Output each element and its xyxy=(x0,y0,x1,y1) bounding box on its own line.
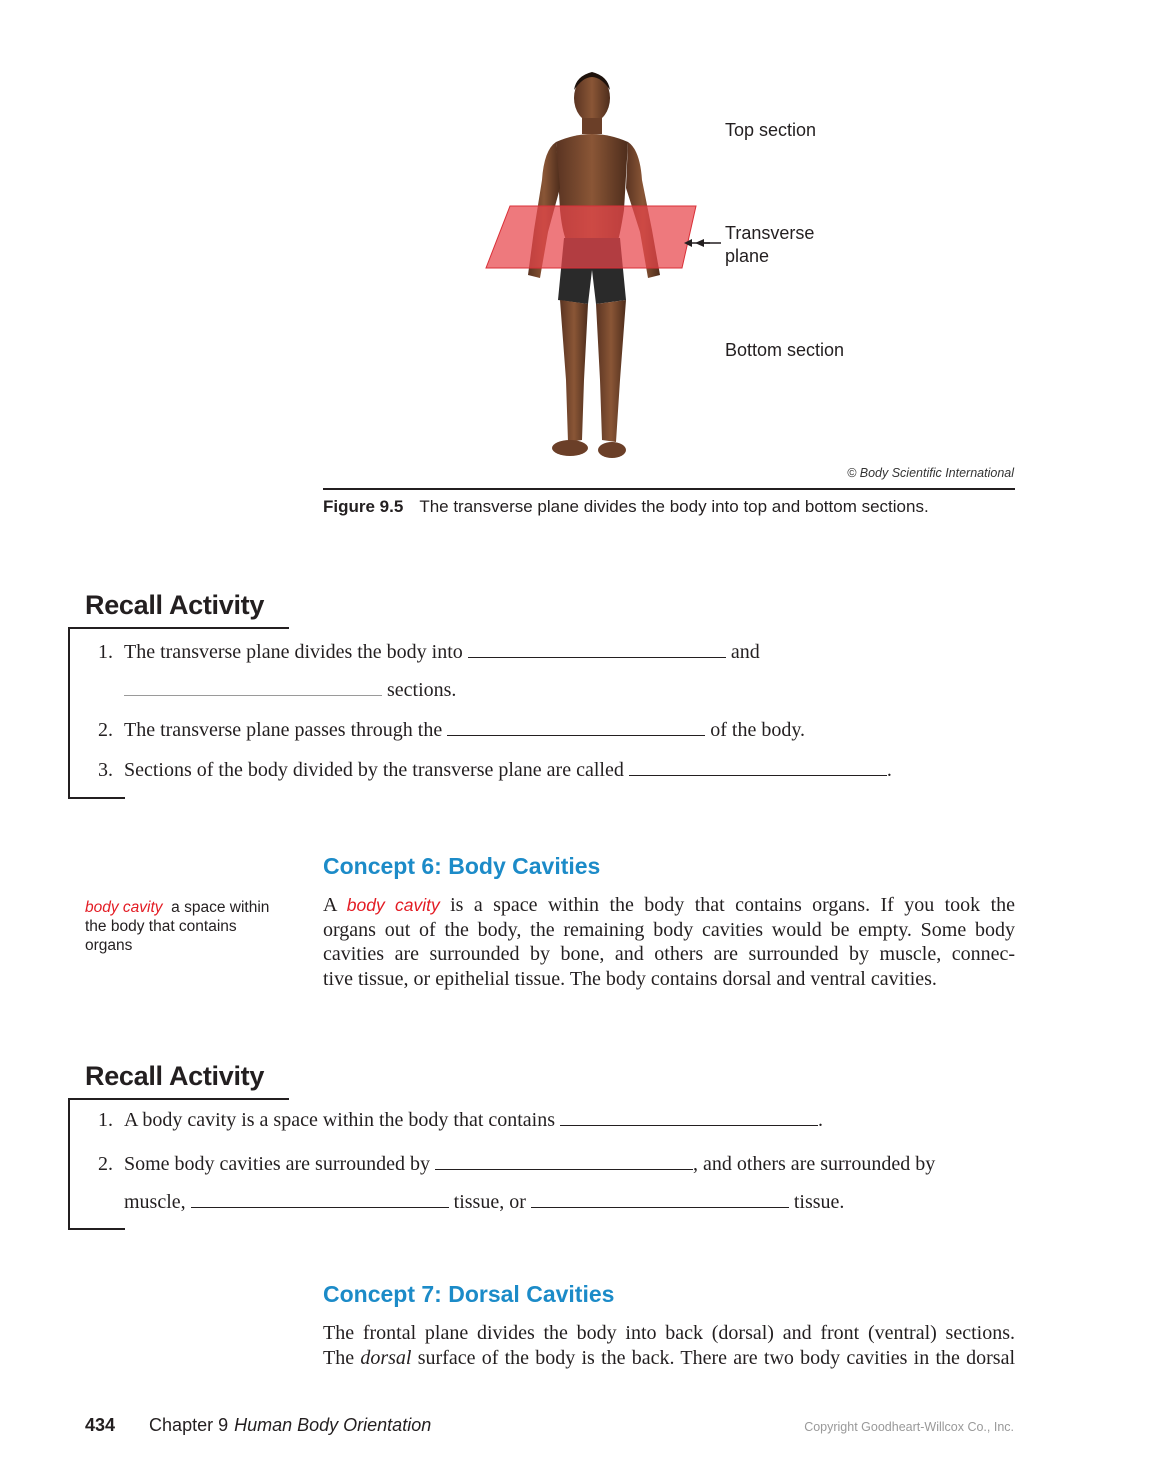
recall1-question-3: 3. Sections of the body divided by the transverse plane are called . xyxy=(98,759,892,781)
recall-activity-title: Recall Activity xyxy=(85,590,265,620)
transverse-plane-label-line2: plane xyxy=(725,246,770,266)
recall1-question-1: 1. The transverse plane divides the body into and xyxy=(98,641,760,663)
concept-7-title: Concept 7: Dorsal Cavities xyxy=(323,1281,615,1307)
recall-title-rule xyxy=(68,1098,289,1100)
concept-6-title: Concept 6: Body Cavities xyxy=(323,853,601,879)
answer-blank[interactable] xyxy=(560,1109,818,1126)
chapter-title: Human Body Orientation xyxy=(234,1415,432,1435)
transverse-plane-label xyxy=(725,222,814,268)
figure-credit: © Body Scientific International xyxy=(847,466,1014,480)
recall-title-rule xyxy=(68,627,289,629)
answer-blank[interactable] xyxy=(531,1191,789,1208)
page-footer xyxy=(85,1415,431,1436)
neck xyxy=(582,118,602,134)
transverse-plane xyxy=(486,206,696,268)
figure-caption-text: The transverse plane divides the body into top and bottom sections. xyxy=(419,497,929,516)
figure-caption xyxy=(323,497,929,517)
transverse-plane-label-line1: Transverse xyxy=(725,223,815,243)
bottom-section-label: Bottom section xyxy=(725,340,845,360)
recall1-question-1-cont: sections. xyxy=(124,679,456,702)
key-term: body cavity xyxy=(346,895,440,915)
answer-blank[interactable] xyxy=(435,1153,693,1170)
concept-7-paragraph: The frontal plane divides the body into back (dorsal) and front (ventral) sections. The dorsal surface of the body is the back. There are two body cavities in the dorsal xyxy=(323,1322,1016,1369)
answer-blank[interactable] xyxy=(468,641,726,658)
answer-blank[interactable] xyxy=(629,759,887,776)
answer-blank[interactable] xyxy=(124,679,382,696)
copyright-notice: Copyright Goodheart-Willcox Co., Inc. xyxy=(804,1420,1014,1434)
human-body-illustration xyxy=(470,60,710,470)
left-leg xyxy=(560,300,588,442)
recall2-question-2: 2. Some body cavities are surrounded by , and others are surrounded by xyxy=(98,1153,936,1175)
margin-definition: body cavity a space within the body that contains organs xyxy=(85,899,270,954)
left-foot xyxy=(552,440,588,456)
top-section-label: Top section xyxy=(725,120,817,140)
recall-bracket xyxy=(68,627,70,799)
recall2-question-2-cont: muscle, tissue, or tissue. xyxy=(124,1191,845,1213)
recall-bracket-foot xyxy=(68,1228,125,1230)
arrow-icon xyxy=(695,236,721,250)
page-number: 434 xyxy=(85,1415,116,1435)
recall-bracket-foot xyxy=(68,797,125,799)
recall-bracket xyxy=(68,1098,70,1230)
recall2-question-1: 1. A body cavity is a space within the body that contains . xyxy=(98,1109,824,1131)
answer-blank[interactable] xyxy=(447,719,705,736)
concept-6-paragraph: A body cavity is a space within the body that contains organs. If you took the organs out of the body, the remaining body cavities would be empty. Some body cavities are surrounded by bone, and others are surrounded by muscle, connec- tive tissue, or epithelial tissue. The body contains dorsal and ventral cavities. xyxy=(323,894,1016,990)
answer-blank[interactable] xyxy=(191,1191,449,1208)
margin-term: body cavity xyxy=(85,899,163,916)
recall1-question-2: 2. The transverse plane passes through the of the body. xyxy=(98,719,806,741)
figure-number: Figure 9.5 xyxy=(323,497,404,516)
chapter-label: Chapter 9 xyxy=(149,1415,229,1435)
right-leg xyxy=(596,300,626,442)
recall-activity-title: Recall Activity xyxy=(85,1061,265,1091)
right-foot xyxy=(598,442,626,458)
figure-rule xyxy=(323,488,1015,490)
key-term: dorsal xyxy=(360,1346,412,1369)
